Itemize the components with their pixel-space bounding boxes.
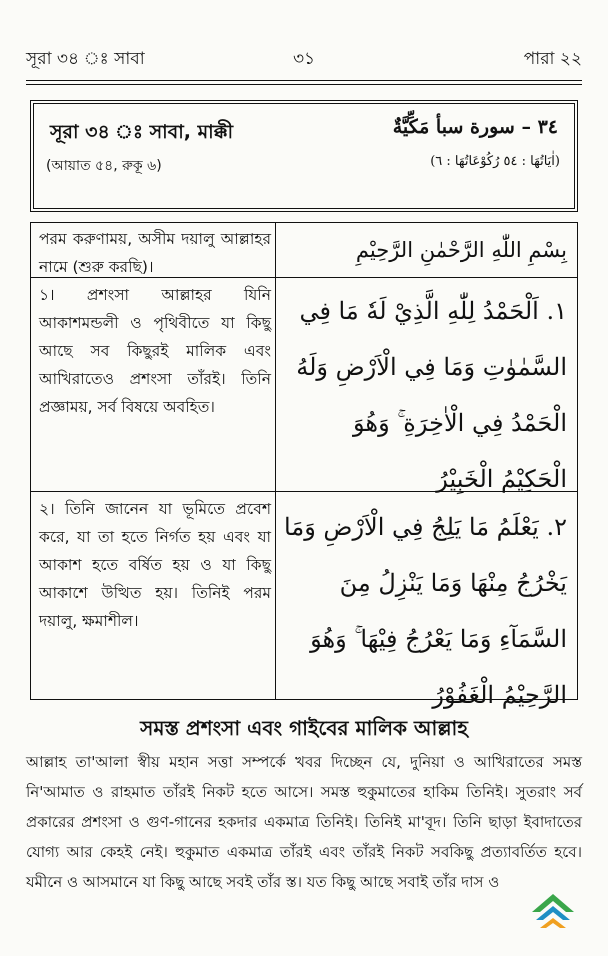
page-number: ৩১ [292,49,316,69]
column-divider [275,223,276,699]
logo-bottom-chevron [540,918,566,928]
header-rule-thin [26,84,582,85]
surah-title-box [30,100,578,212]
section-heading: সমস্ত প্রশংসা এবং গাইবের মালিক আল্লাহ [140,716,468,740]
verse-1-arabic: ١. اَلْحَمْدُ لِلّٰهِ الَّذِيْ لَهٗ مَا فِي السَّمٰوٰتِ وَمَا فِي الْاَرْضِ وَلَهُ الْحَمْدُ فِي الْاٰخِرَةِ ۚ وَهُوَ الْحَكِيْمُ الْخَبِيْرُ [296,297,567,493]
verse-table [30,222,578,709]
verse-0-bengali: পরম করুণাময়, অসীম দয়ালু আল্লাহর নামে (শুরু করছি)। [39,230,271,276]
verse-2-bengali: ২। তিনি জানেন যা ভূমিতে প্রবেশ করে, যা তা হতে নির্গত হয় এবং যা আকাশ হতে বর্ষিত হয় ও যা কিছু আকাশে উত্থিত হয়। তিনিই পরম দয়ালু, ক্ষমাশীল। [39,500,271,630]
surah-arabic-subtitle: (اٰيَاتُهَا : ٥٤ رُكُوْعَاتُهَا : ٦) [430,154,560,169]
header-rule [26,80,582,81]
surah-bengali-title: সূরা ৩৪ ঃ সাবা, মাক্কী [50,121,234,143]
commentary-paragraph: আল্লাহ তা'আলা স্বীয় মহান সত্তা সম্পর্কে খবর দিচ্ছেন যে, দুনিয়া ও আখিরাতের সমস্ত নি'আমাত ও রাহমাত তাঁরই নিকট হতে আসে। সমস্ত হুকুমাতের হাকিম তিনিই। সুতরাং সর্ব প্রকারের প্রশংসা ও গুণ-গানের হকদার একমাত্র তিনিই। তিনিই মা'বূদ। তিনি ছাড়া ইবাদাতের যোগ্য আর কেহই নেই। হুকুমাত একমাত্র তাঁরই এবং তাঁরই নিকট সবকিছু প্রত্যাবর্তিত হবে। যমীনে ও আসমানে যা কিছু আছে সবই তাঁর স্ত। যত কিছু আছে সবাই তাঁর দাস ও [26,753,582,891]
verse-0-arabic: بِسْمِ اللّٰهِ الرَّحْمٰنِ الرَّحِيْمِ [355,238,567,262]
running-header [26,46,582,74]
verse-1-bengali: ১। প্রশংসা আল্লাহর যিনি আকাশমন্ডলী ও পৃথিবীতে যা কিছু আছে সব কিছুরই মালিক এবং আখিরাতেও প্রশংসা তাঁরই। তিনি প্রজ্ঞাময়, সর্ব বিষয়ে অবহিত। [39,286,271,416]
surah-bengali-subtitle: (আয়াত ৫৪, রুকূ ৬) [46,158,162,174]
verse-2-arabic: ٢. يَعْلَمُ مَا يَلِجُ فِي الْاَرْضِ وَمَا يَخْرُجُ مِنْهَا وَمَا يَنْزِلُ مِنَ السَّمَآءِ وَمَا يَعْرُجُ فِيْهَا ۚ وَهُوَ الرَّحِيْمُ الْغَفُوْرُ [284,513,567,709]
header-para-number: পারা ২২ [523,49,582,69]
header-surah-name: সূরা ৩৪ ঃ সাবা [26,49,145,69]
publisher-logo-icon [526,890,580,936]
surah-arabic-title: ٣٤ – سورة سبأ مَكِّيَّةٌ [392,116,558,138]
